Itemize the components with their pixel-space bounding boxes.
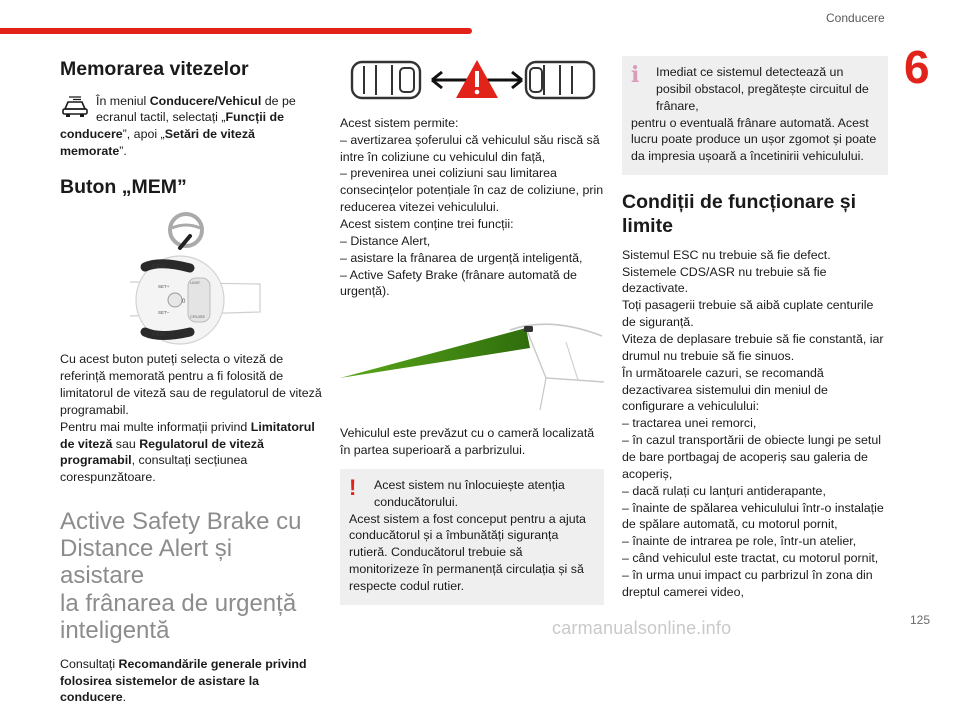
text-line: – tractarea unei remorci,: [622, 416, 757, 431]
heading-mem-button: Buton „MEM”: [60, 175, 187, 198]
camera-icon: [524, 326, 533, 332]
zero-label: 0: [182, 299, 186, 306]
warning-box: [340, 469, 604, 605]
vehicle-menu-icon: [60, 95, 90, 119]
asb-title-line: la frânarea de urgență: [60, 589, 297, 617]
collision-warning-figure: [340, 56, 604, 104]
front-car-icon: [526, 62, 594, 98]
consult-text: .: [122, 690, 127, 705]
column-left: [60, 56, 322, 706]
mem-ref-cruise: Regulatorul de viteză programabil: [60, 436, 264, 468]
asb-title-line: Active Safety Brake cu: [60, 508, 302, 536]
set-minus-label: SET–: [158, 310, 170, 316]
info-lead: Imediat ce sistemul detectează un posibil obstacol, pregătește circuitul de frânare,: [656, 65, 869, 113]
header-accent-bar: [0, 28, 472, 34]
text-line: Acest sistem permite:: [340, 115, 459, 130]
text-line: – înainte de spălarea vehiculului într-o instalație de spălare automată, cu motorul pornit,: [622, 500, 884, 532]
steering-wheel-icon: [170, 214, 202, 248]
mem-ref-text: Pentru mai multe informații privind: [60, 419, 251, 434]
text-line: În următoarele cazuri, se recomandă dezactivarea sistemului din meniul de configurare a vehiculului:: [622, 365, 828, 414]
warning-lead: Acest sistem nu înlocuiește atenția conducătorului.: [374, 477, 565, 509]
text-line: – avertizarea șoferului că vehiculul său riscă să intre în coliziune cu vehiculul din față,: [340, 132, 600, 164]
info-body: pentru o eventuală frânare automată. Acest lucru poate produce un ușor zgomot și poate da impresia ușoară a încetinirii vehiculului.: [631, 115, 877, 164]
asb-title-line: Distance Alert și asistare: [60, 535, 233, 590]
system-description: [340, 115, 604, 300]
nav-text: ”.: [119, 144, 127, 159]
nav-setting-name: Setări de viteză memorate: [60, 127, 255, 159]
text-line: – când vehiculul este tractat, cu motorul pornit,: [622, 551, 879, 566]
mem-top-label: MEM: [152, 264, 165, 271]
conditions-list: [622, 247, 888, 601]
text-line: – dacă rulați cu lanțuri antiderapante,: [622, 483, 826, 498]
camera-location-text: Vehiculul este prevăzut cu o cameră localizată în partea superioară a parbrizului.: [340, 426, 595, 458]
nav-submenu-name: Funcții de conducere: [60, 110, 284, 142]
column-middle: [340, 56, 604, 605]
rear-car-icon: [352, 62, 420, 98]
text-line: – Distance Alert,: [340, 233, 431, 248]
text-line: – asistare la frânarea de urgență inteligentă,: [340, 250, 583, 265]
nav-text: În meniul: [96, 93, 150, 108]
mem-ref-text: , consultați secțiunea corespunzătoare.: [60, 453, 248, 485]
consult-reference: [60, 656, 322, 706]
info-i-icon: i: [631, 62, 640, 88]
column-right: [622, 56, 888, 601]
info-box: [622, 56, 888, 175]
set-plus-label: SET+: [158, 284, 170, 290]
heading-conditions: Condiții de funcționare și limite: [622, 191, 857, 237]
text-line: – prevenirea unei coliziuni sau limitarea consecințelor potențiale în caz de coliziune, prin reducerea vitezei vehiculului.: [340, 166, 604, 215]
mem-ref-text: sau: [112, 436, 140, 451]
nav-text: de pe ecranul tactil, selectați „: [96, 93, 296, 125]
chapter-number: 6: [904, 41, 930, 93]
nav-menu-name: Conducere/Vehicul: [149, 93, 262, 108]
mem-reference: [60, 419, 322, 486]
heading-memorare: Memorarea vitezelor: [60, 58, 249, 80]
watermark: carmanualsonline.info: [552, 618, 732, 638]
text-line: Acest sistem conține trei funcții:: [340, 217, 514, 232]
text-line: Toți pasagerii trebuie să aibă cuplate centurile de siguranță.: [622, 298, 874, 330]
windshield-camera-figure: [340, 318, 604, 410]
mem-ref-limiter: Limitatorul de viteză: [60, 419, 315, 451]
text-line: – înainte de intrarea pe role, într-un atelier,: [622, 534, 857, 549]
asb-title-line: inteligentă: [60, 616, 170, 644]
mem-description: Cu acest buton puteți selecta o viteză de referință memorată pentru a fi folosită de limitatorul de viteză sau de regulatorul de viteză programabil.: [60, 352, 322, 417]
text-line: – în cazul transportării de obiecte lungi pe setul de bare portbagaj de acoperiș sau galeria de acoperiș,: [622, 433, 881, 481]
cruise-label: CRUISE: [190, 314, 206, 320]
text-line: – Active Safety Brake (frânare automată de urgență).: [340, 267, 577, 299]
consult-bold: Recomandările generale privind folosirea sistemelor de asistare la conducere: [60, 656, 307, 705]
steering-wheel-mem-figure: [60, 212, 322, 338]
text-line: – în urma unui impact cu parbrizul în zona din dreptul camerei video,: [622, 568, 873, 599]
warning-exclamation-icon: !: [349, 474, 357, 500]
nav-text: ”, apoi „: [122, 127, 165, 142]
asb-section-title: [60, 508, 322, 644]
consult-text: Consultați: [60, 656, 119, 671]
text-line: Sistemul ESC nu trebuie să fie defect.: [622, 247, 831, 262]
page-number: 125: [910, 613, 931, 627]
text-line: Sistemele CDS/ASR nu trebuie să fie dezactivate.: [622, 264, 827, 296]
text-line: Viteza de deplasare trebuie să fie constantă, iar drumul nu trebuie să fie sinuos.: [622, 332, 884, 363]
warning-body: Acest sistem a fost conceput pentru a ajuta conducătorul și a îmbunătăți siguranța rutieră. Conducătorul trebuie să monitorizeze în permanență circulația și să respecte codul rutier.: [349, 511, 586, 594]
mem-bottom-label: MEM: [152, 332, 165, 339]
limit-label: LIMIT: [190, 280, 201, 286]
nav-instruction: [60, 93, 322, 160]
section-title: Conducere: [826, 11, 885, 25]
